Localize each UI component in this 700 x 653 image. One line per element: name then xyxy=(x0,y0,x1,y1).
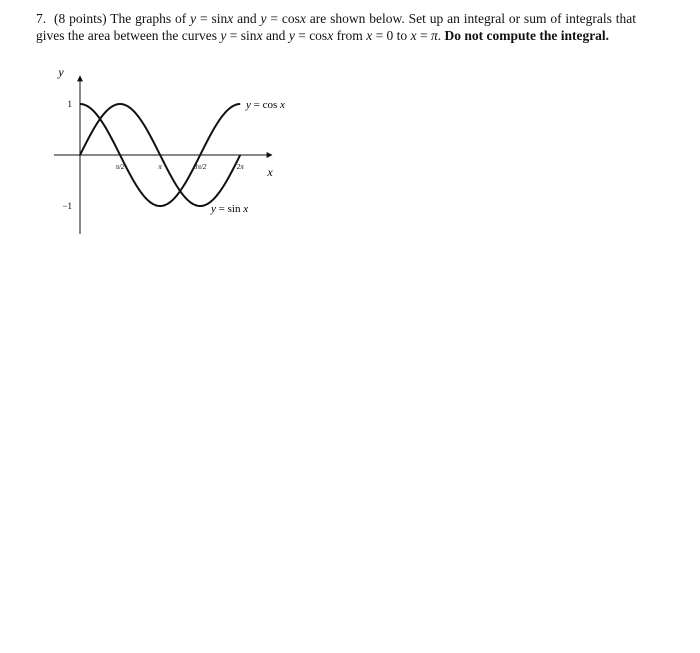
math-sin2: sin xyxy=(240,28,257,43)
math-y3: y xyxy=(220,28,227,43)
x-tick-label: 3π/2 xyxy=(193,163,207,171)
problem-and-2: and xyxy=(265,28,286,43)
problem-text-1: The graphs of xyxy=(110,11,187,26)
math-y4: y xyxy=(288,28,295,43)
math-x6: x xyxy=(410,28,417,43)
math-x2: x xyxy=(299,11,306,26)
y-tick-label: 1 xyxy=(67,99,72,109)
x-tick-label: π/2 xyxy=(115,163,125,171)
math-y1: y xyxy=(190,11,197,26)
graph-figure xyxy=(40,62,320,242)
math-pi: π xyxy=(430,28,438,43)
sin-curve-label: y = sin x xyxy=(211,203,249,215)
x-tick-label: 2π xyxy=(236,163,244,171)
math-x4: x xyxy=(327,28,334,43)
math-eq1: = xyxy=(200,11,208,26)
math-x5: x xyxy=(366,28,373,43)
math-x3: x xyxy=(256,28,263,43)
graph-svg xyxy=(40,62,320,242)
math-eq6: = xyxy=(419,28,428,43)
math-y2: y xyxy=(260,11,267,26)
math-cos2: cos xyxy=(309,28,328,43)
problem-bold-instruction: Do not compute the integral. xyxy=(444,28,610,43)
problem-and-1: and xyxy=(237,11,257,26)
y-tick-label: −1 xyxy=(62,201,72,211)
math-eq2: = xyxy=(270,11,279,26)
x-tick-label: π xyxy=(158,163,162,171)
problem-from: from xyxy=(336,28,363,43)
cos-curve-label: y = cos x xyxy=(246,99,285,111)
math-cos1: cos xyxy=(281,11,300,26)
problem-statement xyxy=(36,10,636,44)
math-sin1: sin xyxy=(211,11,228,26)
problem-text-2: are shown below. Set up an integral or sum of integrals that gives the area between the curves xyxy=(36,11,637,43)
math-eq3: = xyxy=(229,28,238,43)
problem-points: (8 points) xyxy=(54,11,107,26)
math-x1: x xyxy=(227,11,234,26)
y-axis-label: y xyxy=(58,65,64,79)
math-eq5: = 0 to xyxy=(375,28,408,43)
problem-period: . xyxy=(437,28,442,43)
math-eq4: = xyxy=(298,28,306,43)
problem-number: 7. xyxy=(36,11,47,26)
x-axis-label: x xyxy=(267,165,273,179)
